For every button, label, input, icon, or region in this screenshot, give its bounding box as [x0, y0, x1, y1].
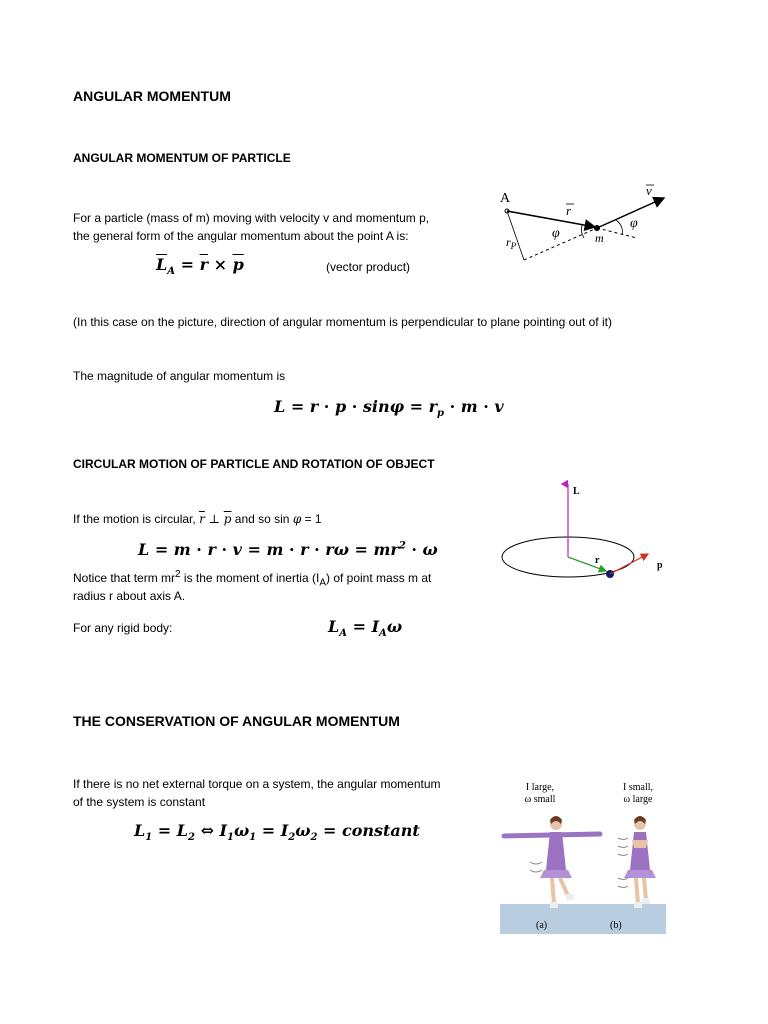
- constant-word: constant: [341, 821, 420, 840]
- circular-eq: = 1: [304, 512, 322, 526]
- conservation-line-1: If there is no net external torque on a system, the angular momentum: [73, 777, 441, 791]
- intro-line-2: the general form of the angular momentum about the point A is:: [73, 229, 409, 243]
- phi-label-1: φ: [552, 226, 560, 241]
- skater-illustration: [500, 778, 666, 934]
- circular-prefix: If the motion is circular,: [73, 512, 196, 526]
- circular-motion-diagram: [496, 478, 676, 588]
- perpendicular-symbols: $\overline{r}$ ⊥ $\overline{p}$: [199, 512, 232, 526]
- label-a: (a): [536, 920, 548, 931]
- moment-of-inertia-text: [73, 569, 431, 605]
- intro-paragraph: [73, 209, 429, 245]
- rp-label: $r_P$: [506, 235, 517, 251]
- v-label: v: [646, 183, 652, 198]
- vector-product-note: (vector product): [326, 260, 411, 274]
- point-a-label: A: [500, 191, 511, 206]
- m-label: m: [595, 231, 604, 245]
- p-label: p: [657, 560, 663, 571]
- moi-line-2: radius r about axis A.: [73, 589, 186, 603]
- section-heading-conservation: THE CONSERVATION OF ANGULAR MOMENTUM: [73, 713, 400, 729]
- r-vector: [507, 211, 595, 227]
- phi-label-2: φ: [630, 216, 638, 231]
- direction-note: (In this case on the picture, direction of angular momentum is perpendicular to plane pointing out of it): [73, 315, 612, 329]
- moi-line-1: Notice that term $mr^2$ is the moment of inertia $(I_A)$ of point mass m at: [73, 569, 432, 589]
- phi-arc-1: [581, 225, 584, 238]
- skater-a-caption-2: ω small: [524, 794, 556, 805]
- circular-condition-text: [73, 510, 322, 528]
- equation-conservation: $L_1 = L_2$ ⇔ $I_1\omega_1 = I_2\omega_2$ = constant: [134, 821, 420, 844]
- skater-b-caption-1: I small,: [623, 782, 653, 793]
- circular-and: and so sin: [234, 512, 290, 526]
- conservation-line-2: of the system is constant: [73, 795, 206, 809]
- skater-a-caption-1: I large,: [525, 782, 555, 793]
- r-vector-green: [568, 557, 606, 571]
- section-heading-particle: ANGULAR MOMENTUM OF PARTICLE: [73, 151, 291, 165]
- rigid-body-text: For any rigid body:: [73, 621, 173, 635]
- line-of-motion: [524, 228, 597, 260]
- phi-symbol: φ: [292, 512, 302, 526]
- p-vector-red: [610, 554, 648, 574]
- equation-circular: $L = m \cdot r \cdot v = m \cdot r \cdot r\omega = mr^2 \cdot \omega$: [138, 540, 438, 559]
- ice-surface: [500, 904, 666, 934]
- r-label: r: [566, 203, 572, 218]
- conservation-paragraph: [73, 775, 441, 811]
- equation-magnitude: $L = r \cdot p \cdot \sin\varphi = r_p \cdot m \cdot v$: [274, 397, 504, 420]
- skater-b-caption-2: ω large: [623, 794, 653, 805]
- section-heading-circular: CIRCULAR MOTION OF PARTICLE AND ROTATION OF OBJECT: [73, 457, 435, 471]
- magnitude-text: The magnitude of angular momentum is: [73, 369, 286, 383]
- label-b: (b): [610, 920, 622, 931]
- equation-vector-angular-momentum: $\overline{L}_A = \overline{r} \times \overline{p}$: [156, 255, 244, 278]
- page-title: ANGULAR MOMENTUM: [73, 88, 231, 104]
- intro-line-1: For a particle (mass of m) moving with velocity v and momentum p,: [73, 211, 430, 225]
- L-label: L: [573, 486, 580, 497]
- particle-diagram: [496, 180, 676, 280]
- r-label-circular: r: [595, 555, 600, 566]
- equation-rigid-body: $L_A = I_A\omega$: [328, 617, 403, 640]
